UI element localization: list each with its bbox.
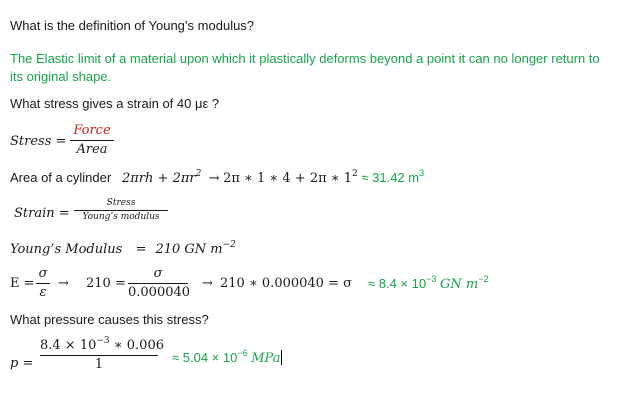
stress-fraction [70, 123, 114, 157]
youngs-modulus-line [10, 240, 236, 258]
youngs-value: 210 GN $m^{-2}$ [155, 240, 236, 257]
fraction-bar [74, 210, 168, 211]
area-result: ≈ 31.42 $m^3$ [361, 168, 425, 185]
equation-sigma: 210 ∗ 0.000040 = σ [220, 276, 352, 291]
arrow-icon: → [202, 276, 213, 291]
area-line [10, 170, 424, 186]
stress-result: ≈ $8.4 \times 10^{-3}$ GN $m^{-2}$ [368, 274, 489, 292]
text-cursor [281, 350, 282, 365]
sigma-strain-fraction [128, 266, 191, 300]
equals-sign: = [135, 242, 147, 257]
epsilon-denominator: ε [39, 285, 47, 300]
area-calc: 2π ∗ 1 ∗ 4 + 2π ∗ $1^2$ [223, 169, 358, 186]
fraction-bar [40, 355, 158, 356]
arrow-icon: → [58, 276, 69, 291]
pressure-numerator: $8.4 \times 10^{-3}$ ∗ 0.006 [40, 336, 164, 353]
p-label: p = [10, 356, 34, 371]
force-numerator: Force [73, 123, 111, 138]
fraction-bar [36, 283, 50, 284]
answer-definition: The Elastic limit of a material upon which it plastically deforms beyond a point it can no longer return to its original shape. [10, 51, 600, 84]
sigma-numerator: σ [38, 266, 48, 281]
area-denominator: Area [76, 142, 108, 157]
stress-numerator: Stress [106, 198, 136, 208]
youngs-denominator: Young’s modulus [82, 212, 160, 222]
equation-210: 210 = [86, 276, 126, 291]
strain-fraction [74, 198, 168, 222]
youngs-label: Young’s Modulus [10, 242, 123, 257]
pressure-denominator: 1 [94, 357, 104, 372]
question-pressure: What pressure causes this stress? [10, 312, 209, 327]
area-label: Area of a cylinder [10, 170, 112, 185]
strain-label: Strain = [14, 206, 70, 221]
pressure-result: ≈ $5.04 \times 10^{-6}$ MPa [172, 348, 281, 366]
e-fraction [36, 266, 50, 300]
question-youngs-modulus: What is the definition of Young’s modulus? [10, 18, 255, 33]
fraction-bar [128, 283, 188, 284]
sigma-numerator: σ [153, 266, 163, 281]
strain-denominator: 0.000040 [128, 285, 191, 300]
e-label: E = [10, 276, 35, 291]
arrow-icon: → [208, 171, 220, 186]
fraction-bar [70, 140, 114, 141]
question-stress-strain: What stress gives a strain of 40 με ? [10, 96, 220, 111]
pressure-fraction [40, 336, 164, 372]
stress-label: Stress = [10, 134, 67, 149]
area-formula: $2\pi rh + 2\pi r^2$ [122, 169, 202, 186]
